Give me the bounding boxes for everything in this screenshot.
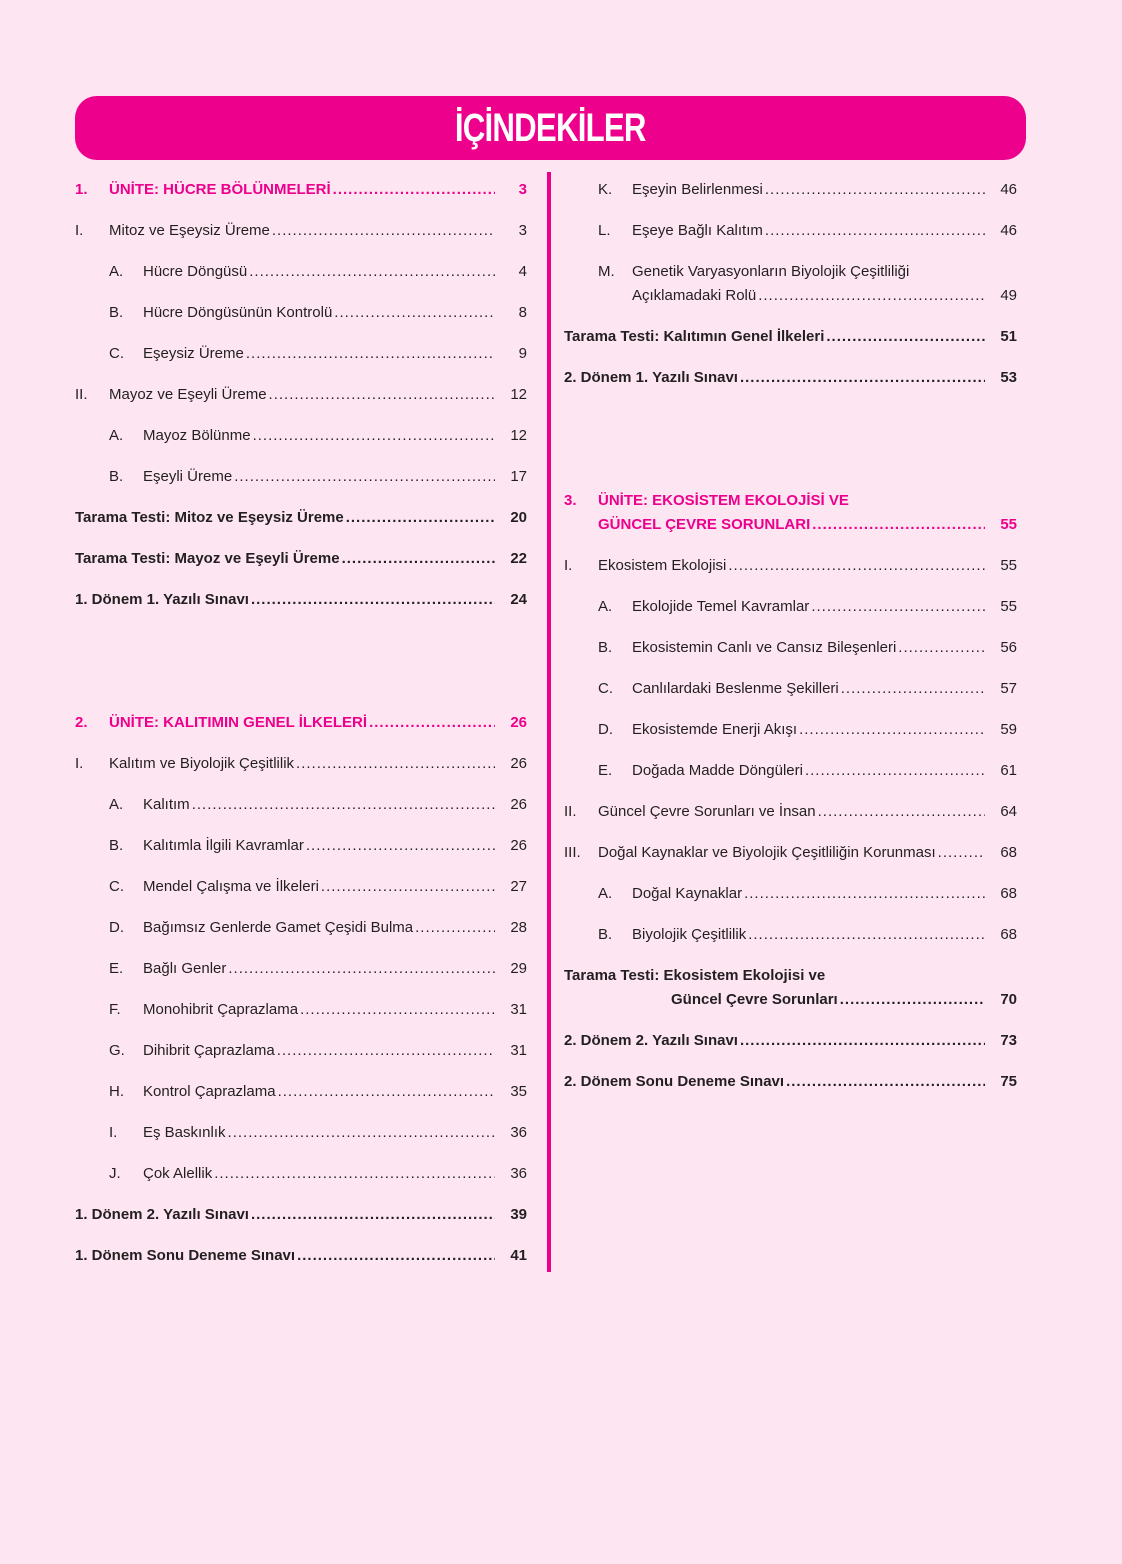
toc-entry-title: Eşeysiz Üreme (143, 345, 244, 362)
dot-leader (841, 677, 985, 701)
toc-entry-page-number: 56 (1000, 639, 1017, 656)
toc-entry-title: Güncel Çevre Sorunları ve İnsan (598, 803, 816, 820)
toc-entry-title: Eşeyin Belirlenmesi (632, 181, 763, 198)
column-divider (547, 172, 551, 1272)
toc-entry-page-number: 57 (1000, 680, 1017, 697)
toc-entry[interactable] (564, 718, 1017, 742)
toc-entry-number: 2. (75, 714, 88, 731)
toc-entry-title: Tarama Testi: Kalıtımın Genel İlkeleri (564, 328, 825, 345)
toc-entry[interactable] (75, 998, 527, 1022)
dot-leader (277, 1039, 495, 1063)
toc-entry-page-number: 59 (1000, 721, 1017, 738)
toc-entry-number: 1. (75, 181, 88, 198)
toc-entry-page-number: 68 (1000, 844, 1017, 861)
toc-entry[interactable] (564, 595, 1017, 619)
toc-entry-title: Biyolojik Çeşitlilik (632, 926, 747, 943)
toc-entry-page-number: 73 (1000, 1032, 1017, 1049)
toc-entry[interactable] (564, 759, 1017, 783)
dot-leader (369, 711, 495, 735)
toc-entry-number: D. (598, 721, 613, 738)
dot-leader (269, 383, 495, 407)
toc-entry[interactable] (75, 793, 527, 817)
toc-entry-page-number: 12 (510, 427, 527, 444)
toc-entry[interactable] (564, 260, 1017, 308)
toc-entry[interactable] (75, 383, 527, 407)
toc-entry-number: A. (109, 427, 124, 444)
toc-entry-title-continued: Güncel Çevre Sorunları (671, 991, 838, 1008)
toc-entry-title: 1. Dönem 1. Yazılı Sınavı (75, 591, 249, 608)
dot-leader (840, 988, 985, 1012)
toc-entry-number: B. (109, 837, 124, 854)
toc-entry-page-number: 46 (1000, 222, 1017, 239)
page-title: İÇİNDEKİLER (455, 105, 646, 150)
toc-entry-title: 1. Dönem 2. Yazılı Sınavı (75, 1206, 249, 1223)
toc-entry[interactable] (75, 465, 527, 489)
toc-entry[interactable] (564, 636, 1017, 660)
header-banner (75, 96, 1026, 160)
toc-entry-number: B. (598, 639, 613, 656)
toc-entry[interactable] (75, 301, 527, 325)
toc-entry-number: B. (109, 304, 124, 321)
toc-entry-number: II. (75, 386, 88, 403)
toc-entry[interactable] (75, 711, 527, 735)
toc-entry[interactable] (564, 964, 1017, 1012)
toc-entry-title: 2. Dönem Sonu Deneme Sınavı (564, 1073, 785, 1090)
toc-entry[interactable] (564, 800, 1017, 824)
toc-entry-page-number: 49 (1000, 287, 1017, 304)
toc-entry-page-number: 8 (518, 304, 527, 321)
dot-leader (826, 325, 985, 349)
dot-leader (786, 1070, 985, 1094)
toc-entry[interactable] (75, 1080, 527, 1104)
toc-entry-title: ÜNİTE: EKOSİSTEM EKOLOJİSİ VE (598, 492, 849, 509)
toc-entry-title: Hücre Döngüsü (143, 263, 248, 280)
dot-leader (334, 301, 495, 325)
toc-entry[interactable] (75, 1244, 527, 1268)
toc-entry-title: Kalıtım ve Biyolojik Çeşitlilik (109, 755, 295, 772)
toc-entry-number: E. (109, 960, 124, 977)
toc-entry-title: 2. Dönem 1. Yazılı Sınavı (564, 369, 738, 386)
toc-entry-number: A. (109, 796, 124, 813)
toc-entry-number: E. (598, 762, 613, 779)
toc-entry-page-number: 35 (510, 1083, 527, 1100)
dot-leader (278, 1080, 495, 1104)
toc-entry-page-number: 55 (1000, 557, 1017, 574)
toc-entry[interactable] (75, 957, 527, 981)
toc-entry[interactable] (75, 506, 527, 530)
toc-entry-page-number: 55 (1000, 516, 1017, 533)
toc-entry[interactable] (75, 1162, 527, 1186)
toc-entry-number: F. (109, 1001, 121, 1018)
toc-entry-title: Monohibrit Çaprazlama (143, 1001, 299, 1018)
toc-entry-page-number: 28 (510, 919, 527, 936)
toc-entry-page-number: 61 (1000, 762, 1017, 779)
toc-entry-title: Mitoz ve Eşeysiz Üreme (109, 222, 270, 239)
toc-entry[interactable] (564, 923, 1017, 947)
dot-leader (192, 793, 495, 817)
toc-entry-title: Mendel Çalışma ve İlkeleri (143, 878, 319, 895)
toc-entry-title: Ekosistemde Enerji Akışı (632, 721, 798, 738)
dot-leader (799, 718, 985, 742)
toc-entry-number: M. (598, 263, 615, 280)
toc-entry-title: Tarama Testi: Mayoz ve Eşeyli Üreme (75, 550, 340, 567)
toc-entry[interactable] (75, 260, 527, 284)
dot-leader (938, 841, 985, 865)
toc-entry[interactable] (564, 325, 1017, 349)
toc-entry-number: A. (109, 263, 124, 280)
toc-entry-page-number: 41 (510, 1247, 527, 1264)
toc-entry-page-number: 68 (1000, 926, 1017, 943)
dot-leader (342, 547, 495, 571)
toc-entry[interactable] (75, 834, 527, 858)
toc-entry[interactable] (75, 219, 527, 243)
toc-entry[interactable] (564, 841, 1017, 865)
toc-entry-title: Genetik Varyasyonların Biyolojik Çeşitliliği (632, 263, 910, 280)
toc-entry-page-number: 31 (510, 1001, 527, 1018)
toc-entry-page-number: 26 (510, 714, 527, 731)
dot-leader (748, 923, 985, 947)
toc-entry-number: I. (109, 1124, 118, 1141)
toc-entry-number: C. (109, 345, 124, 362)
toc-entry-page-number: 12 (510, 386, 527, 403)
toc-entry-number: D. (109, 919, 124, 936)
toc-entry-title: Ekosistem Ekolojisi (598, 557, 727, 574)
toc-entry[interactable] (75, 342, 527, 366)
toc-entry-title: Kontrol Çaprazlama (143, 1083, 276, 1100)
toc-entry[interactable] (75, 875, 527, 899)
toc-entry-title: Tarama Testi: Mitoz ve Eşeysiz Üreme (75, 509, 344, 526)
toc-entry[interactable] (564, 366, 1017, 390)
dot-leader (728, 554, 985, 578)
dot-leader (818, 800, 985, 824)
dot-leader (272, 219, 495, 243)
toc-entry[interactable] (564, 882, 1017, 906)
toc-entry-title: Kalıtımla İlgili Kavramlar (143, 837, 304, 854)
toc-entry-title: Ekosistemin Canlı ve Cansız Bileşenleri (632, 639, 897, 656)
toc-entry-title: Eşeye Bağlı Kalıtım (632, 222, 763, 239)
toc-entry-title: Canlılardaki Beslenme Şekilleri (632, 680, 839, 697)
toc-entry-page-number: 36 (510, 1165, 527, 1182)
toc-entry-page-number: 39 (510, 1206, 527, 1223)
dot-leader (253, 424, 495, 448)
toc-entry-title: Doğada Madde Döngüleri (632, 762, 803, 779)
dot-leader (740, 1029, 985, 1053)
toc-entry-title: Ekolojide Temel Kavramlar (632, 598, 810, 615)
toc-entry-number: G. (109, 1042, 125, 1059)
toc-entry-number: A. (598, 598, 613, 615)
toc-entry-number: I. (75, 222, 84, 239)
dot-leader (744, 882, 985, 906)
dot-leader (249, 260, 495, 284)
toc-entry-page-number: 75 (1000, 1073, 1017, 1090)
toc-entry-page-number: 29 (510, 960, 527, 977)
toc-entry-title: Tarama Testi: Ekosistem Ekolojisi ve (564, 967, 826, 984)
toc-entry[interactable] (564, 489, 1017, 537)
toc-entry-page-number: 26 (510, 837, 527, 854)
toc-entry[interactable] (75, 178, 527, 202)
toc-entry[interactable] (75, 588, 527, 612)
toc-entry-title: Kalıtım (143, 796, 190, 813)
toc-entry[interactable] (564, 677, 1017, 701)
toc-entry-title: 1. Dönem Sonu Deneme Sınavı (75, 1247, 296, 1264)
dot-leader (296, 752, 495, 776)
toc-entry-number: 3. (564, 492, 577, 509)
toc-entry-number: J. (109, 1165, 121, 1182)
toc-entry-title: Mayoz Bölünme (143, 427, 251, 444)
dot-leader (740, 366, 985, 390)
toc-entry-number: B. (109, 468, 124, 485)
dot-leader (246, 342, 495, 366)
toc-entry-page-number: 9 (518, 345, 527, 362)
toc-entry-title-continued: GÜNCEL ÇEVRE SORUNLARI (598, 516, 811, 533)
toc-entry-number: A. (598, 885, 613, 902)
toc-entry-title: Doğal Kaynaklar (632, 885, 743, 902)
toc-entry-title: Hücre Döngüsünün Kontrolü (143, 304, 333, 321)
dot-leader (805, 759, 985, 783)
dot-leader (898, 636, 985, 660)
toc-entry[interactable] (75, 1203, 527, 1227)
dot-leader (228, 957, 495, 981)
toc-entry-page-number: 36 (510, 1124, 527, 1141)
toc-entry[interactable] (75, 1121, 527, 1145)
toc-entry-title: Bağımsız Genlerde Gamet Çeşidi Bulma (143, 919, 414, 936)
toc-entry-number: I. (75, 755, 84, 772)
toc-entry-number: H. (109, 1083, 124, 1100)
toc-entry[interactable] (564, 219, 1017, 243)
dot-leader (251, 1203, 495, 1227)
toc-entry-title: ÜNİTE: KALITIMIN GENEL İLKELERİ (109, 714, 368, 731)
toc-entry-number: II. (564, 803, 577, 820)
toc-entry[interactable] (75, 1039, 527, 1063)
toc-entry-number: III. (564, 844, 581, 861)
toc-entry-title-continued: Açıklamadaki Rolü (632, 287, 757, 304)
dot-leader (765, 178, 985, 202)
toc-entry-page-number: 22 (510, 550, 527, 567)
dot-leader (812, 513, 985, 537)
toc-entry-title: ÜNİTE: HÜCRE BÖLÜNMELERİ (109, 181, 331, 198)
toc-entry-number: C. (598, 680, 613, 697)
toc-entry-page-number: 3 (518, 181, 527, 198)
dot-leader (297, 1244, 495, 1268)
toc-entry-page-number: 51 (1000, 328, 1017, 345)
toc-entry-title: 2. Dönem 2. Yazılı Sınavı (564, 1032, 738, 1049)
toc-entry-page-number: 55 (1000, 598, 1017, 615)
toc-entry-title: Eşeyli Üreme (143, 468, 233, 485)
toc-entry-page-number: 27 (510, 878, 527, 895)
toc-entry-title: Mayoz ve Eşeyli Üreme (109, 386, 267, 403)
dot-leader (333, 178, 495, 202)
dot-leader (234, 465, 495, 489)
toc-entry-title: Bağlı Genler (143, 960, 227, 977)
toc-entry-number: L. (598, 222, 611, 239)
toc-entry[interactable] (75, 424, 527, 448)
dot-leader (765, 219, 985, 243)
toc-entry-title: Eş Baskınlık (143, 1124, 226, 1141)
dot-leader (415, 916, 495, 940)
toc-entry-page-number: 64 (1000, 803, 1017, 820)
toc-entry-number: I. (564, 557, 573, 574)
toc-entry[interactable] (564, 554, 1017, 578)
toc-entry-number: K. (598, 181, 613, 198)
dot-leader (214, 1162, 495, 1186)
toc-entry-page-number: 26 (510, 796, 527, 813)
toc-entry-page-number: 24 (510, 591, 527, 608)
toc-entry-page-number: 17 (510, 468, 527, 485)
toc-entry[interactable] (75, 916, 527, 940)
dot-leader (228, 1121, 495, 1145)
toc-entry-number: C. (109, 878, 124, 895)
dot-leader (306, 834, 495, 858)
toc-entry[interactable] (564, 1029, 1017, 1053)
dot-leader (300, 998, 495, 1022)
toc-entry-page-number: 70 (1000, 991, 1017, 1008)
toc-entry-page-number: 68 (1000, 885, 1017, 902)
dot-leader (811, 595, 985, 619)
toc-entry-page-number: 20 (510, 509, 527, 526)
dot-leader (251, 588, 495, 612)
toc-entry[interactable] (564, 1070, 1017, 1094)
toc-entry[interactable] (75, 547, 527, 571)
toc-entry-title: Dihibrit Çaprazlama (143, 1042, 275, 1059)
dot-leader (758, 284, 985, 308)
dot-leader (321, 875, 495, 899)
toc-entry-title: Çok Alellik (143, 1165, 213, 1182)
dot-leader (346, 506, 495, 530)
toc-entry-number: B. (598, 926, 613, 943)
toc-entry[interactable] (75, 752, 527, 776)
toc-entry-page-number: 3 (518, 222, 527, 239)
toc-entry-title: Doğal Kaynaklar ve Biyolojik Çeşitliliğin Korunması (598, 844, 936, 861)
toc-entry[interactable] (564, 178, 1017, 202)
toc-entry-page-number: 26 (510, 755, 527, 772)
toc-entry-page-number: 46 (1000, 181, 1017, 198)
toc-entry-page-number: 31 (510, 1042, 527, 1059)
toc-entry-page-number: 53 (1000, 369, 1017, 386)
toc-entry-page-number: 4 (518, 263, 527, 280)
